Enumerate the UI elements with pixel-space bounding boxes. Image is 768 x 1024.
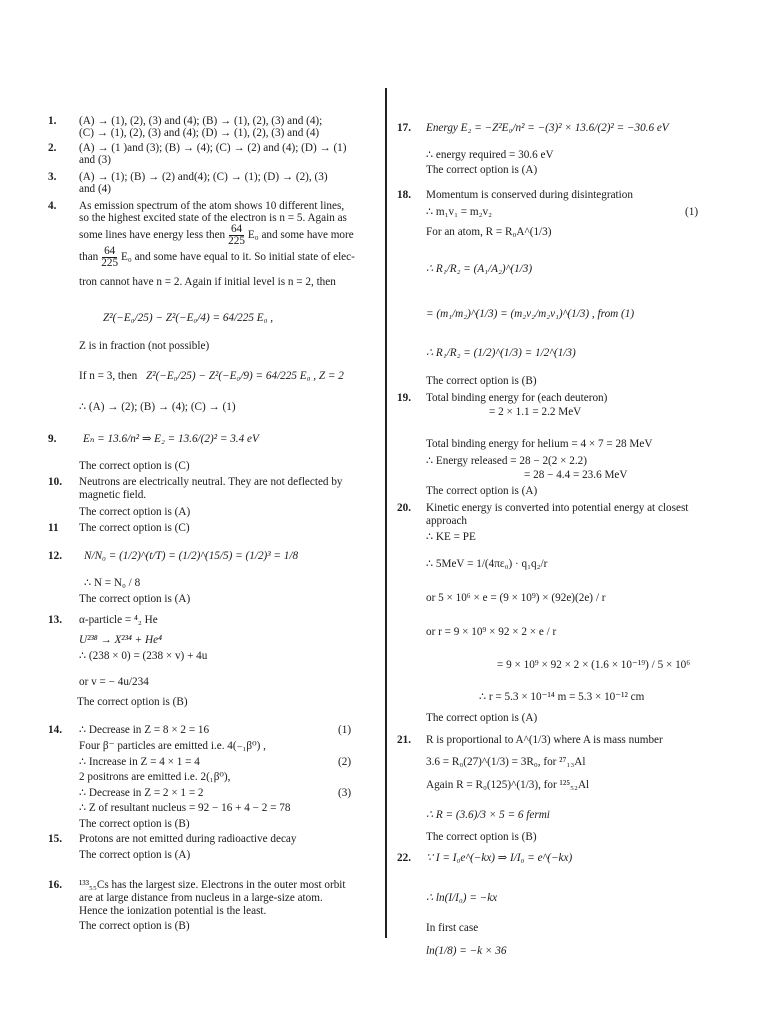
correct-option: The correct option is (A) <box>79 849 191 861</box>
answer-line: (A) → (1 )and (3); (B) → (4); (C) → (2) and (4); (D) → (1) <box>79 142 347 154</box>
question-number: 3. <box>48 171 57 183</box>
text-line: Total binding energy for helium = 4 × 7 = 28 MeV <box>426 438 653 450</box>
text-line: As emission spectrum of the atom shows 10 different lines, <box>79 200 345 212</box>
equation: 3.6 = R₀(27)^(1/3) = 3R₀, for ²⁷₁₃Al <box>426 756 586 768</box>
equation: = (m₁/m₂)^(1/3) = (m₂v₂/m₂v₁)^(1/3) , from (1) <box>426 308 635 320</box>
equation: ∴ R = (3.6)/3 × 5 = 6 fermi <box>426 809 550 821</box>
text-line: Z is in fraction (not possible) <box>79 340 210 352</box>
question-number: 12. <box>48 550 62 562</box>
text-line: magnetic field. <box>79 489 147 501</box>
question-number: 1. <box>48 115 57 127</box>
correct-option: The correct option is (A) <box>426 712 538 724</box>
text-line: In first case <box>426 922 479 934</box>
text-line: Kinetic energy is converted into potential energy at closest <box>426 502 689 514</box>
text-line: so the highest excited state of the electron is n = 5. Again as <box>79 212 347 224</box>
equation: Eₙ = 13.6/n² ⇒ E₂ = 13.6/(2)² = 3.4 eV <box>83 433 259 445</box>
correct-option: The correct option is (B) <box>79 818 190 830</box>
question-number: 9. <box>48 433 57 445</box>
correct-option: The correct option is (B) <box>77 696 188 708</box>
equation: ∴ 5MeV = 1/(4πε₀) · q₁q₂/r <box>426 558 548 570</box>
question-number: 22. <box>397 852 411 864</box>
text-line: Four β⁻ particles are emitted i.e. 4(₋₁β⁰) , <box>79 740 266 752</box>
equation-tag: (3) <box>338 787 352 799</box>
correct-option: The correct option is (A) <box>79 593 191 605</box>
equation: = 28 − 4.4 = 23.6 MeV <box>524 469 628 481</box>
equation: or v = − 4u/234 <box>79 676 149 688</box>
answer-line: (A) → (1), (2), (3) and (4); (B) → (1), (2), (3) and (4); <box>79 115 323 127</box>
equation: ln(1/8) = −k × 36 <box>426 945 507 957</box>
equation: ∴ Energy released = 28 − 2(2 × 2.2) <box>426 455 587 467</box>
text-line: are at large distance from nucleus in a large-size atom. <box>79 892 323 904</box>
text-line: Total binding energy for (each deuteron) <box>426 392 608 404</box>
equation-tag: (2) <box>338 756 352 768</box>
text-line: ∴ Decrease in Z = 8 × 2 = 16 <box>79 724 210 736</box>
equation-tag: (1) <box>685 206 699 218</box>
text-line: R is proportional to A^(1/3) where A is mass number <box>426 734 663 746</box>
text-line: some lines have energy less then $\frac{64}{225}$ E₀ and some have more <box>79 223 354 247</box>
equation: ∴ m₁v₁ = m₂v₂ <box>426 206 493 218</box>
equation: ∴ KE = PE <box>426 531 476 543</box>
text-line: ∴ (A) → (2); (B) → (4); (C) → (1) <box>79 401 236 413</box>
fraction-64-225: $\frac{64}{225}$ <box>101 245 119 269</box>
question-number: 18. <box>397 189 411 201</box>
equation: Z²(−E₀/25) − Z²(−E₀/9) = 64/225 E₀ , Z = 2 <box>146 370 344 382</box>
text-line: Protons are not emitted during radioactive decay <box>79 833 297 845</box>
question-number: 20. <box>397 502 411 514</box>
equation: Z²(−E₀/25) − Z²(−E₀/4) = 64/225 E₀ , <box>103 312 274 324</box>
correct-option: The correct option is (A) <box>426 485 538 497</box>
equation: Again R = R₀(125)^(1/3), for ¹²⁵₅₂Al <box>426 779 590 791</box>
text-line: If n = 3, then <box>79 370 138 382</box>
equation: ∵ I = I₀e^(−kx) ⇒ I/I₀ = e^(−kx) <box>426 852 573 864</box>
correct-option: The correct option is (A) <box>79 506 191 518</box>
text-line: tron cannot have n = 2. Again if initial level is n = 2, then <box>79 276 336 288</box>
question-number: 11 <box>48 522 59 534</box>
equation: Energy E₂ = −Z²E₀/n² = −(3)² × 13.6/(2)² = −30.6 eV <box>426 122 669 134</box>
question-number: 13. <box>48 614 62 626</box>
equation: = 2 × 1.1 = 2.2 MeV <box>489 406 582 418</box>
question-number: 21. <box>397 734 411 746</box>
equation: ∴ R₁/R₂ = (A₁/A₂)^(1/3) <box>426 263 533 275</box>
equation: ∴ ln(I/I₀) = −kx <box>426 892 498 904</box>
correct-option: The correct option is (C) <box>79 522 190 534</box>
equation: or 5 × 10⁶ × e = (9 × 10⁹) × (92e)(2e) / r <box>426 592 606 604</box>
text-line: ∴ N = N₀ / 8 <box>84 577 141 589</box>
text-line: ∴ Increase in Z = 4 × 1 = 4 <box>79 756 200 768</box>
correct-option: The correct option is (B) <box>79 920 190 932</box>
equation: U²³⁸ → X²³⁴ + He⁴ <box>79 634 162 646</box>
equation: ∴ R₁/R₂ = (1/2)^(1/3) = 1/2^(1/3) <box>426 347 576 359</box>
fraction-64-225: $\frac{64}{225}$ <box>228 223 245 247</box>
answer-line: (C) → (1), (2), (3) and (4); (D) → (1), (2), (3) and (4) <box>79 127 320 139</box>
question-number: 19. <box>397 392 411 404</box>
answer-line: and (3) <box>79 154 111 166</box>
text-line: ∴ Decrease in Z = 2 × 1 = 2 <box>79 787 204 799</box>
question-number: 16. <box>48 879 62 891</box>
text-line: Neutrons are electrically neutral. They are not deflected by <box>79 476 343 488</box>
equation-tag: (1) <box>338 724 352 736</box>
text-line: than $\frac{64}{225}$ E₀ and some have equal to it. So initial state of elec- <box>79 245 355 269</box>
equation: = 9 × 10⁹ × 92 × 2 × (1.6 × 10⁻¹⁹) / 5 × 10⁶ <box>497 659 691 671</box>
equation: ∴ (238 × 0) = (238 × v) + 4u <box>79 650 208 662</box>
question-number: 10. <box>48 476 62 488</box>
equation: N/N₀ = (1/2)^(t/T) = (1/2)^(15/5) = (1/2)³ = 1/8 <box>84 550 299 562</box>
equation: or r = 9 × 10⁹ × 92 × 2 × e / r <box>426 626 557 638</box>
correct-option: The correct option is (C) <box>79 460 190 472</box>
equation: ∴ r = 5.3 × 10⁻¹⁴ m = 5.3 × 10⁻¹² cm <box>479 691 645 703</box>
correct-option: The correct option is (A) <box>426 164 538 176</box>
question-number: 17. <box>397 122 411 134</box>
correct-option: The correct option is (B) <box>426 831 537 843</box>
text-line: ¹³³₅₅Cs has the largest size. Electrons in the outer most orbit <box>79 879 346 891</box>
text-line: approach <box>426 515 467 527</box>
text-line: ∴ energy required = 30.6 eV <box>426 149 554 161</box>
text-line: 2 positrons are emitted i.e. 2(₁β⁰), <box>79 771 231 783</box>
text-line: α-particle = ⁴₂ He <box>79 614 158 626</box>
question-number: 14. <box>48 724 62 736</box>
text-line: For an atom, R = R₀A^(1/3) <box>426 226 552 238</box>
question-number: 4. <box>48 200 57 212</box>
answer-line: (A) → (1); (B) → (2) and(4); (C) → (1); (D) → (2), (3) <box>79 171 328 183</box>
column-divider <box>385 88 387 938</box>
question-number: 15. <box>48 833 62 845</box>
text-line: Hence the ionization potential is the least. <box>79 905 267 917</box>
correct-option: The correct option is (B) <box>426 375 537 387</box>
text-line: ∴ Z of resultant nucleus = 92 − 16 + 4 − 2 = 78 <box>79 802 291 814</box>
text-line: Momentum is conserved during disintegration <box>426 189 633 201</box>
answer-line: and (4) <box>79 183 111 195</box>
question-number: 2. <box>48 142 57 154</box>
